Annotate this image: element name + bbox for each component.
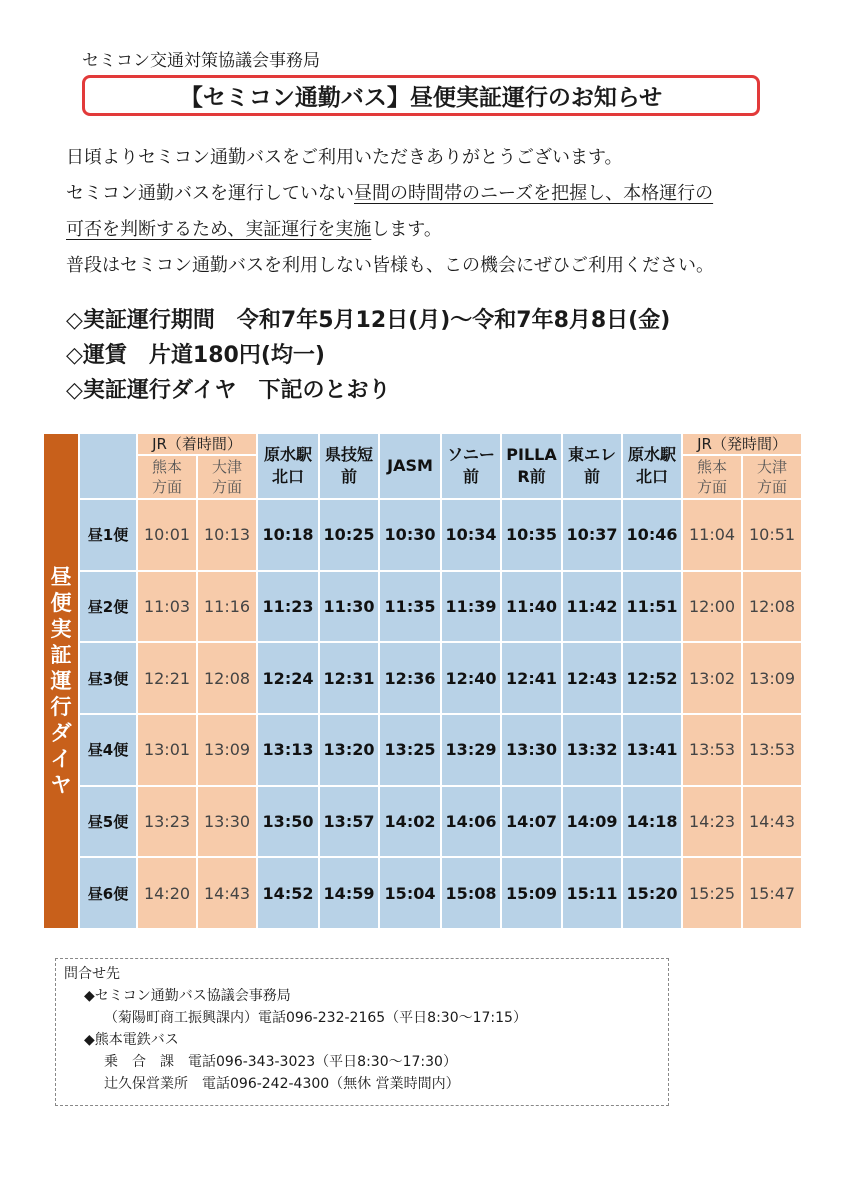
time-cell: 12:43 <box>562 642 622 714</box>
sub-header-kumamoto: 熊本 方面 <box>137 455 197 499</box>
time-cell: 12:31 <box>319 642 379 714</box>
time-cell: 11:16 <box>197 571 257 643</box>
time-cell: 11:35 <box>379 571 441 643</box>
contact-heading: 問合せ先 <box>64 966 120 982</box>
table-row <box>43 714 802 786</box>
time-cell: 14:43 <box>742 786 802 858</box>
side-label-char: 実 <box>50 617 72 642</box>
stop-header: 原水駅 北口 <box>257 433 319 499</box>
trip-label: 昼6便 <box>79 857 137 929</box>
time-cell: 15:08 <box>441 857 501 929</box>
time-cell: 13:32 <box>562 714 622 786</box>
time-cell: 10:46 <box>622 499 682 571</box>
side-label-char: 運 <box>50 669 72 694</box>
time-cell: 12:21 <box>137 642 197 714</box>
side-label-char: 証 <box>50 643 72 668</box>
time-cell: 12:40 <box>441 642 501 714</box>
sub-header-ozu: 大津 方面 <box>197 455 257 499</box>
intro-line-3-plain: します。 <box>371 219 442 240</box>
stop-header: PILLA R前 <box>501 433 562 499</box>
time-cell: 13:30 <box>197 786 257 858</box>
trip-label: 昼5便 <box>79 786 137 858</box>
intro-line-2-plain: セミコン通勤バスを運行していない <box>66 183 354 204</box>
time-cell: 13:50 <box>257 786 319 858</box>
time-cell: 14:59 <box>319 857 379 929</box>
time-cell: 11:30 <box>319 571 379 643</box>
time-cell: 10:01 <box>137 499 197 571</box>
time-cell: 13:53 <box>682 714 742 786</box>
side-label-char: 昼 <box>50 565 72 590</box>
time-cell: 13:30 <box>501 714 562 786</box>
time-cell: 14:23 <box>682 786 742 858</box>
side-label-char: イ <box>50 747 72 772</box>
time-cell: 13:57 <box>319 786 379 858</box>
sub-header-kumamoto: 熊本 方面 <box>682 455 742 499</box>
bullet-fare: ◇運賃 片道180円(均一) <box>66 343 325 368</box>
time-cell: 15:04 <box>379 857 441 929</box>
time-cell: 13:01 <box>137 714 197 786</box>
table-row <box>43 571 802 643</box>
time-cell: 15:09 <box>501 857 562 929</box>
organization-name: セミコン交通対策協議会事務局 <box>82 51 320 71</box>
trip-label: 昼2便 <box>79 571 137 643</box>
time-cell: 15:47 <box>742 857 802 929</box>
table-row <box>43 499 802 571</box>
jr-departure-group: JR（発時間） <box>682 433 802 455</box>
time-cell: 10:13 <box>197 499 257 571</box>
time-cell: 12:36 <box>379 642 441 714</box>
time-cell: 12:00 <box>682 571 742 643</box>
trip-label: 昼4便 <box>79 714 137 786</box>
time-cell: 14:09 <box>562 786 622 858</box>
stop-header: JASM <box>379 433 441 499</box>
time-cell: 10:18 <box>257 499 319 571</box>
table-row <box>43 642 802 714</box>
time-cell: 10:37 <box>562 499 622 571</box>
intro-line-2 <box>66 176 806 212</box>
time-cell: 12:52 <box>622 642 682 714</box>
contact-org-2-phone-1: 乗 合 課 電話096-343-3023（平日8:30～17:30） <box>104 1054 457 1070</box>
table-row <box>43 786 802 858</box>
trip-label: 昼3便 <box>79 642 137 714</box>
intro-line-2-underlined: 昼間の時間帯のニーズを把握し、本格運行の <box>354 183 714 204</box>
time-cell: 10:25 <box>319 499 379 571</box>
time-cell: 13:02 <box>682 642 742 714</box>
time-cell: 15:11 <box>562 857 622 929</box>
time-cell: 13:53 <box>742 714 802 786</box>
side-label-char: 行 <box>50 695 72 720</box>
time-cell: 13:09 <box>742 642 802 714</box>
page-title: 【セミコン通勤バス】昼便実証運行のお知らせ <box>82 75 760 116</box>
intro-line-4: 普段はセミコン通勤バスを利用しない皆様も、この機会にぜひご利用ください。 <box>66 255 714 276</box>
side-label-char: 便 <box>50 591 72 616</box>
time-cell: 11:39 <box>441 571 501 643</box>
time-cell: 12:08 <box>197 642 257 714</box>
side-label-char: ヤ <box>50 773 72 798</box>
time-cell: 13:25 <box>379 714 441 786</box>
time-cell: 12:41 <box>501 642 562 714</box>
time-cell: 13:13 <box>257 714 319 786</box>
timetable-side-label <box>43 433 79 929</box>
contact-org-2-phone-2: 辻久保営業所 電話096-242-4300（無休 営業時間内） <box>104 1076 460 1092</box>
trip-label: 昼1便 <box>79 499 137 571</box>
contact-box <box>55 958 669 1106</box>
bullet-schedule: ◇実証運行ダイヤ 下記のとおり <box>66 378 391 403</box>
time-cell: 12:24 <box>257 642 319 714</box>
time-cell: 11:23 <box>257 571 319 643</box>
time-cell: 11:40 <box>501 571 562 643</box>
stop-header: 東エレ 前 <box>562 433 622 499</box>
time-cell: 10:51 <box>742 499 802 571</box>
time-cell: 12:08 <box>742 571 802 643</box>
time-cell: 14:43 <box>197 857 257 929</box>
intro-line-3-underlined: 可否を判断するため、実証運行を実施 <box>66 219 372 240</box>
time-cell: 11:51 <box>622 571 682 643</box>
stop-header: ソニー 前 <box>441 433 501 499</box>
time-cell: 13:20 <box>319 714 379 786</box>
timetable-header-row <box>43 433 802 455</box>
side-label-char: ダ <box>50 721 72 746</box>
time-cell: 13:29 <box>441 714 501 786</box>
time-cell: 10:34 <box>441 499 501 571</box>
timetable <box>42 432 803 930</box>
info-bullets <box>66 303 670 408</box>
stop-header: 原水駅 北口 <box>622 433 682 499</box>
time-cell: 11:04 <box>682 499 742 571</box>
bullet-period: ◇実証運行期間 令和7年5月12日(月)～令和7年8月8日(金) <box>66 308 671 333</box>
intro-text <box>66 140 806 284</box>
corner-cell <box>79 433 137 499</box>
time-cell: 14:18 <box>622 786 682 858</box>
time-cell: 14:07 <box>501 786 562 858</box>
contact-org-1: ◆セミコン通勤バス協議会事務局 <box>84 988 291 1004</box>
contact-org-1-phone: （菊陽町商工振興課内）電話096-232-2165（平日8:30～17:15） <box>104 1010 527 1026</box>
sub-header-ozu: 大津 方面 <box>742 455 802 499</box>
time-cell: 10:30 <box>379 499 441 571</box>
time-cell: 11:42 <box>562 571 622 643</box>
contact-org-2: ◆熊本電鉄バス <box>84 1032 179 1048</box>
time-cell: 14:02 <box>379 786 441 858</box>
time-cell: 13:23 <box>137 786 197 858</box>
time-cell: 15:25 <box>682 857 742 929</box>
table-row <box>43 857 802 929</box>
time-cell: 14:52 <box>257 857 319 929</box>
time-cell: 14:20 <box>137 857 197 929</box>
time-cell: 14:06 <box>441 786 501 858</box>
intro-line-1: 日頃よりセミコン通勤バスをご利用いただきありがとうございます。 <box>66 147 623 168</box>
time-cell: 10:35 <box>501 499 562 571</box>
time-cell: 11:03 <box>137 571 197 643</box>
time-cell: 13:09 <box>197 714 257 786</box>
stop-header: 県技短 前 <box>319 433 379 499</box>
intro-line-3 <box>66 212 806 248</box>
time-cell: 13:41 <box>622 714 682 786</box>
time-cell: 15:20 <box>622 857 682 929</box>
jr-arrival-group: JR（着時間） <box>137 433 257 455</box>
